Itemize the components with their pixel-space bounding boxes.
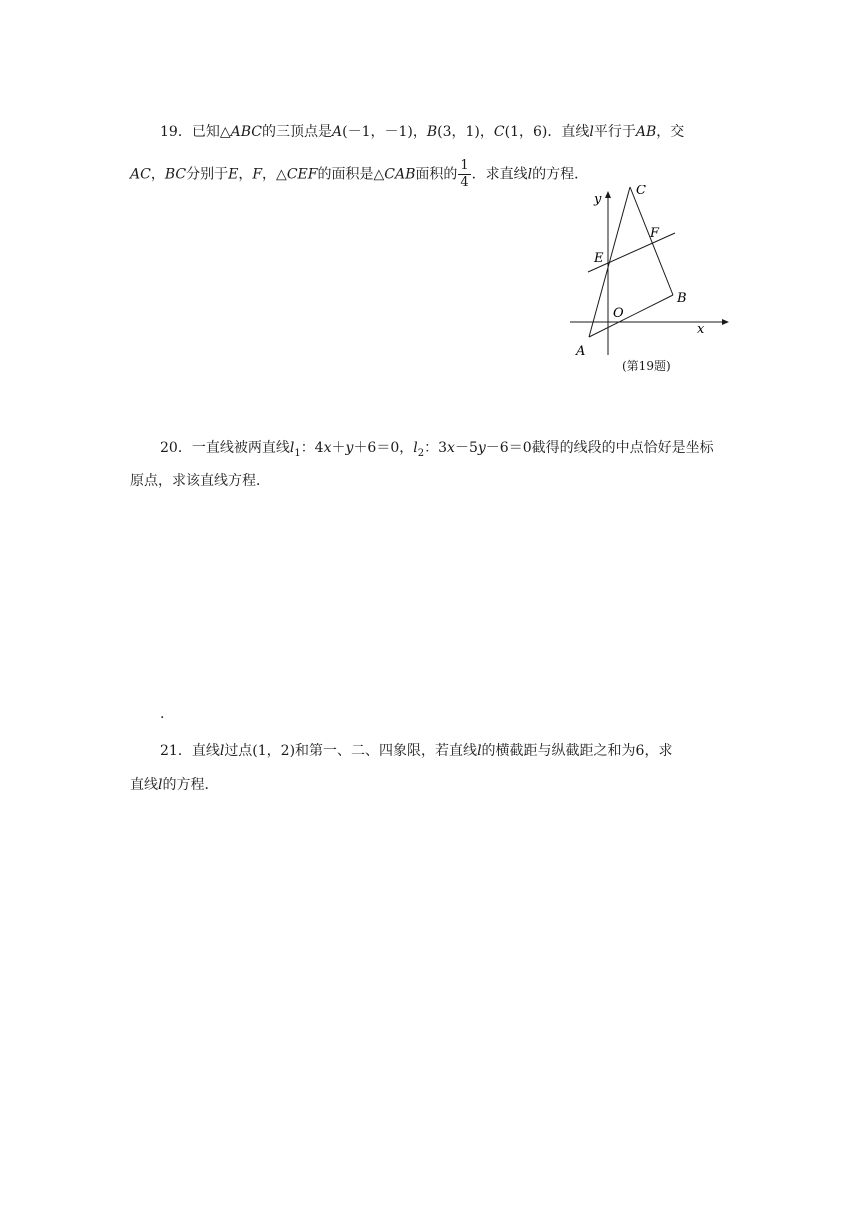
label-y: y [594,192,602,207]
label-a: A [576,344,586,355]
label-o: O [613,306,624,321]
label-c: C [636,185,646,198]
problem-21-line-2: 直线l的方程． [130,777,219,793]
problem-21-line-1: 21．直线l过点(1，2)和第一、二、四象限，若直线l的横截距与纵截距之和为6，求 [160,743,673,759]
problem-20-line-2: 原点，求该直线方程． [130,473,270,489]
problem-19-line-2: AC，BC分别于E，F，△CEF的面积是△CAB面积的 $\frac{1}{4}$ ．求直线l的方程． [130,158,589,190]
label-f: F [650,226,660,241]
side-ab [589,295,673,337]
label-b: B [677,291,687,306]
label-x: x [697,322,705,337]
figure-caption: (第19题) [622,359,671,373]
problem-20-line-1: 20．一直线被两直线$l_1$：4x＋y＋6＝0，$l_2$：3x－5y－6＝0截得的线段的中点恰好是坐标 [160,440,714,459]
stray-mark: . [160,706,165,722]
label-e: E [594,251,604,266]
fraction-one-quarter: $\frac{1}{4}$ [460,158,469,190]
triangle-figure [565,185,735,355]
problem-19-line-1: 19．已知△ABC的三顶点是A(－1，－1)，B(3，1)，C(1，6)．直线l平行于AB，交 [160,124,685,140]
side-bc [630,187,673,295]
problem-number: 21 [160,743,178,759]
problem-number: 20 [160,440,178,456]
problem-number: 19 [160,124,178,140]
